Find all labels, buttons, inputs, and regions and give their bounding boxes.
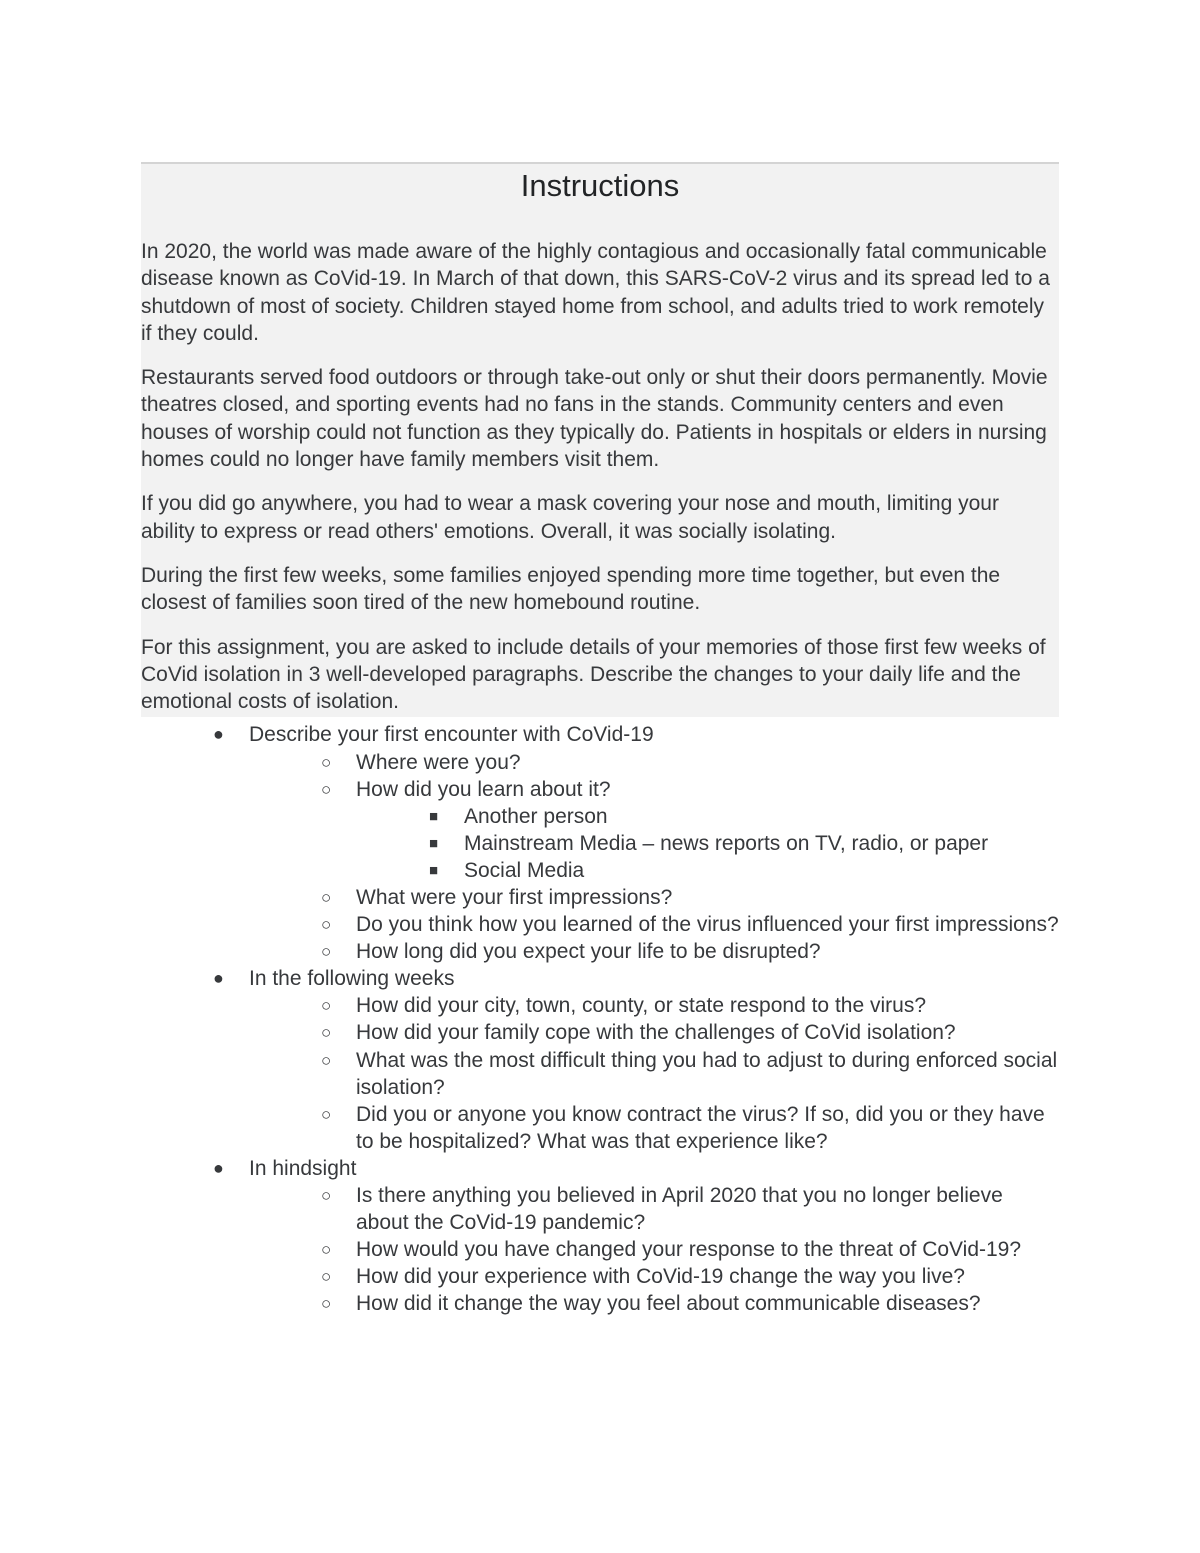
question-text: How did you learn about it?: [356, 777, 611, 801]
assignment-paragraph: For this assignment, you are asked to include details of your memories of those first few weeks of CoVid isolation in 3 well-developed paragraphs. Describe the changes to your daily life and the emotional costs of isolation.: [141, 635, 1046, 714]
list-item: [141, 1047, 1059, 1101]
circle-bullet-icon: ○: [321, 996, 332, 1016]
list-item: [141, 1263, 1059, 1290]
question-text: How did your city, town, county, or state respond to the virus?: [356, 994, 926, 1018]
list-item: [141, 857, 1059, 884]
circle-bullet-icon: ○: [321, 1104, 332, 1124]
circle-bullet-icon: ○: [321, 1050, 332, 1070]
instructions-box: [141, 162, 1059, 717]
list-item: [141, 1019, 1059, 1046]
square-bullet-icon: ■: [429, 807, 439, 825]
circle-bullet-icon: ○: [321, 1240, 332, 1260]
bullet-icon: ●: [213, 724, 224, 745]
section-label: In the following weeks: [249, 967, 455, 991]
question-text: Did you or anyone you know contract the virus? If so, did you or they have to be hospitalized? What was that experience like?: [356, 1102, 1045, 1153]
circle-bullet-icon: ○: [321, 752, 332, 772]
circle-bullet-icon: ○: [321, 915, 332, 935]
list-item: [141, 776, 1059, 803]
section-label: Describe your first encounter with CoVid-19: [249, 723, 654, 747]
source-option: Mainstream Media – news reports on TV, radio, or paper: [464, 831, 989, 855]
circle-bullet-icon: ○: [321, 888, 332, 908]
families-paragraph: During the first few weeks, some families enjoyed spending more time together, but even the closest of families soon tired of the new homebound routine.: [141, 563, 1001, 615]
list-item: [141, 1290, 1059, 1317]
circle-bullet-icon: ○: [321, 779, 332, 799]
page-title: Instructions: [520, 168, 680, 203]
question-text: How long did you expect your life to be disrupted?: [356, 940, 821, 964]
question-list: [141, 721, 1059, 1317]
question-text: How did your experience with CoVid-19 change the way you live?: [356, 1265, 965, 1289]
source-option: Social Media: [464, 858, 585, 882]
section-label: In hindsight: [249, 1156, 357, 1180]
closures-paragraph: Restaurants served food outdoors or through take-out only or shut their doors permanently. Movie theatres closed, and sporting events had no fans in the stands. Community centers and even houses of worship could not function as they typically do. Patients in hospitals or elders in nursing homes could no longer have family members visit them.: [141, 366, 1048, 472]
circle-bullet-icon: ○: [321, 942, 332, 962]
list-item: [141, 1236, 1059, 1263]
list-item: [141, 830, 1059, 857]
circle-bullet-icon: ○: [321, 1186, 332, 1206]
list-item: [141, 992, 1059, 1019]
intro-paragraph: In 2020, the world was made aware of the highly contagious and occasionally fatal communicable disease known as CoVid-19. In March of that down, this SARS-CoV-2 virus and its spread led to a shutdown of most of society. Children stayed home from school, and adults tried to work remotely if they could.: [141, 240, 1050, 345]
list-item: [141, 1155, 1059, 1182]
bullet-icon: ●: [213, 968, 224, 989]
list-item: [141, 884, 1059, 911]
circle-bullet-icon: ○: [321, 1023, 332, 1043]
question-text: How would you have changed your response to the threat of CoVid-19?: [356, 1238, 1022, 1262]
question-text: Do you think how you learned of the virus influenced your first impressions?: [356, 913, 1059, 937]
list-item: [141, 721, 1059, 748]
square-bullet-icon: ■: [429, 834, 439, 852]
mask-paragraph: If you did go anywhere, you had to wear a mask covering your nose and mouth, limiting your ability to express or read others' emotions. Overall, it was socially isolating.: [141, 492, 999, 543]
circle-bullet-icon: ○: [321, 1294, 332, 1314]
question-text: What were your first impressions?: [356, 886, 673, 910]
list-item: [141, 803, 1059, 830]
list-item: [141, 749, 1059, 776]
circle-bullet-icon: ○: [321, 1267, 332, 1287]
source-option: Another person: [464, 804, 608, 828]
list-item: [141, 911, 1059, 938]
question-text: How did it change the way you feel about communicable diseases?: [356, 1292, 981, 1316]
list-item: [141, 965, 1059, 992]
list-item: [141, 938, 1059, 965]
bullet-icon: ●: [213, 1157, 224, 1178]
document-page: [141, 162, 1059, 1318]
list-item: [141, 1182, 1059, 1236]
question-text: Where were you?: [356, 750, 521, 774]
square-bullet-icon: ■: [429, 861, 439, 879]
question-text: What was the most difficult thing you had to adjust to during enforced social isolation?: [356, 1048, 1058, 1099]
question-text: Is there anything you believed in April 2020 that you no longer believe about the CoVid-19 pandemic?: [356, 1184, 1003, 1235]
list-item: [141, 1101, 1059, 1155]
question-text: How did your family cope with the challenges of CoVid isolation?: [356, 1021, 956, 1045]
